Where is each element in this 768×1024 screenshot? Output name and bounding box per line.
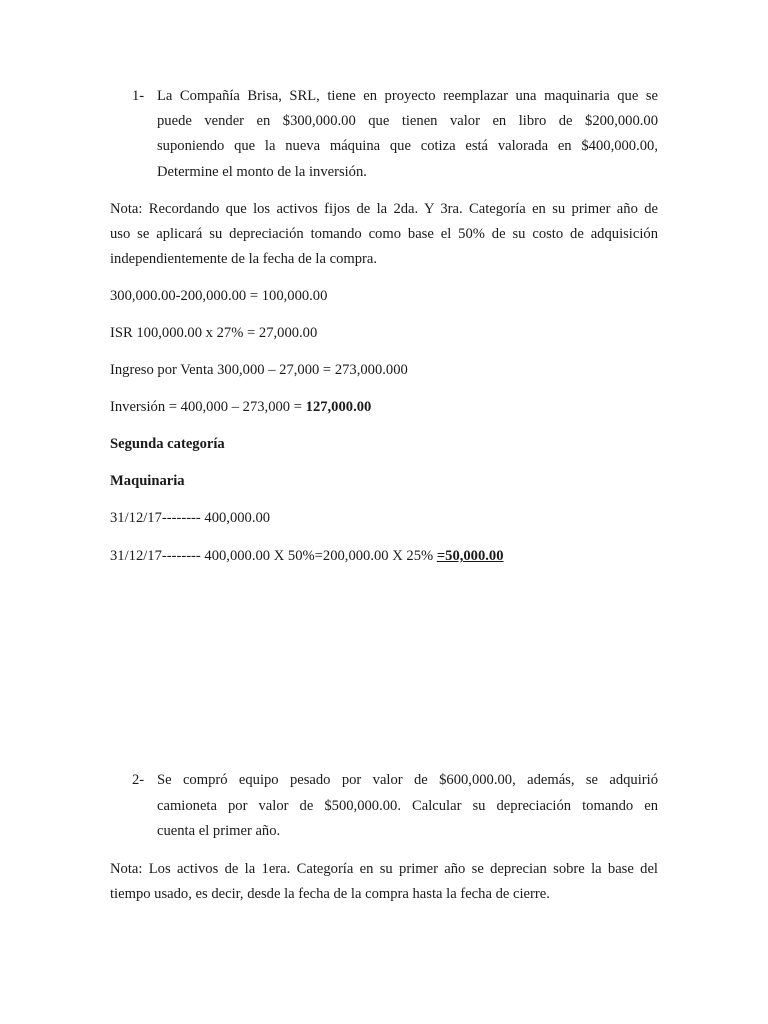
nota1-line-1: Nota: Recordando que los activos fijos de la 2da. Y 3ra. Categoría en su primer año de [110, 201, 658, 217]
item1-line-3: suponiendo que la nueva máquina que cotiza está valorada en $400,000.00, [157, 138, 658, 154]
investment-result: 127,000.00 [305, 399, 372, 415]
item1-line-1: La Compañía Brisa, SRL, tiene en proyecto reemplazar una maquinaria que se [157, 88, 658, 104]
calc-line-2: ISR 100,000.00 x 27% = 27,000.00 [110, 325, 318, 341]
section-heading: Segunda categoría [110, 436, 225, 452]
item2-line-2: camioneta por valor de $500,000.00. Calcular su depreciación tomando en [157, 798, 658, 814]
nota2-line-1: Nota: Los activos de la 1era. Categoría en su primer año se deprecian sobre la base del [110, 861, 658, 877]
list-marker-2: 2- [132, 772, 145, 788]
nota2-line-2: tiempo usado, es decir, desde la fecha de la compra hasta la fecha de cierre. [110, 886, 550, 902]
nota1-line-2: uso se aplicará su depreciación tomando como base el 50% de su costo de adquisición [110, 226, 658, 242]
nota1-line-3: independientemente de la fecha de la compra. [110, 251, 378, 267]
depreciation-row-1: 31/12/17-------- 400,000.00 [110, 510, 271, 526]
item2-line-1: Se compró equipo pesado por valor de $600,000.00, además, se adquirió [157, 772, 658, 788]
depreciation-result: =50,000.00 [436, 548, 504, 564]
depreciation-row-2-prefix: 31/12/17-------- 400,000.00 X 50%=200,000.00 X 25% [110, 548, 437, 564]
calc-line-4 [110, 397, 371, 417]
depreciation-row-2 [110, 546, 504, 566]
item1-line-2: puede vender en $300,000.00 que tienen valor en libro de $200,000.00 [157, 113, 658, 129]
item2-line-3: cuenta el primer año. [157, 823, 281, 839]
item1-line-4: Determine el monto de la inversión. [157, 164, 367, 180]
calc-line-4-prefix: Inversión = 400,000 – 273,000 = [110, 399, 306, 415]
section-subheading: Maquinaria [110, 473, 185, 489]
list-marker-1: 1- [132, 88, 145, 104]
calc-line-3: Ingreso por Venta 300,000 – 27,000 = 273,000.000 [110, 362, 408, 378]
calc-line-1: 300,000.00-200,000.00 = 100,000.00 [110, 288, 328, 304]
